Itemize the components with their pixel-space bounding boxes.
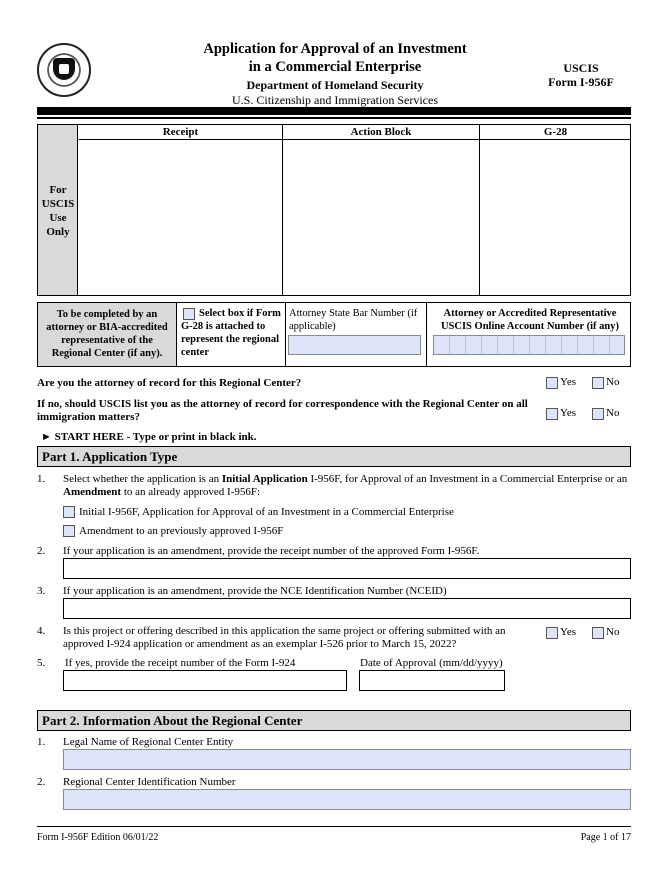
initial-application-label: Initial I-956F, Application for Approval of an Investment in a Commercial Enterprise	[79, 506, 454, 518]
part2-q1-text: Legal Name of Regional Center Entity	[63, 736, 234, 748]
attorney-of-record-no-checkbox[interactable]	[592, 377, 604, 389]
footer-page-number: Page 1 of 17	[580, 832, 631, 843]
date-of-approval-label: Date of Approval (mm/dd/yyyy)	[360, 657, 503, 669]
g28-attached-checkbox[interactable]	[183, 308, 195, 320]
g28-select-cell	[178, 303, 286, 366]
part1-q4-number: 4.	[37, 625, 46, 637]
attorney-of-record-yes-checkbox[interactable]	[546, 377, 558, 389]
yes-label: Yes	[560, 626, 577, 638]
bar-number-input[interactable]	[288, 335, 421, 355]
online-account-cell	[428, 303, 630, 366]
part1-q5-number: 5.	[37, 657, 46, 669]
bar-number-cell	[287, 303, 427, 366]
g28-column-header: G-28	[480, 125, 631, 140]
nceid-input[interactable]	[63, 598, 631, 619]
date-of-approval-input[interactable]	[359, 670, 505, 691]
approved-receipt-number-input[interactable]	[63, 558, 631, 579]
no-label: No	[606, 407, 620, 419]
regional-center-name-input[interactable]	[63, 749, 631, 770]
online-account-label: Attorney or Accredited Representative USCIS Online Account Number (if any)	[440, 308, 620, 332]
title-line-1: Application for Approval of an Investment	[203, 41, 467, 57]
column-divider	[479, 125, 480, 295]
part2-q2-text: Regional Center Identification Number	[63, 776, 236, 788]
department-name: Department of Homeland Security	[246, 78, 424, 92]
part1-q1-text	[63, 473, 633, 499]
footer-rule	[37, 826, 631, 827]
form-number: Form I-956F	[548, 75, 614, 89]
i924-receipt-number-input[interactable]	[63, 670, 347, 691]
part1-q2-text: If your application is an amendment, provide the receipt number of the approved Form I-956F.	[63, 545, 480, 557]
action-block-column-header: Action Block	[283, 125, 479, 140]
attorney-block	[37, 302, 631, 367]
yes-label: Yes	[560, 376, 577, 388]
yes-label: Yes	[560, 407, 577, 419]
same-project-yes-checkbox[interactable]	[546, 627, 558, 639]
agency-name: U.S. Citizenship and Immigration Services	[232, 93, 438, 107]
start-here-instruction: ► START HERE - Type or print in black ink.	[41, 431, 257, 443]
part1-header: Part 1. Application Type	[37, 446, 631, 467]
part2-header: Part 2. Information About the Regional Center	[37, 710, 631, 731]
form-identifier	[540, 61, 622, 89]
amendment-checkbox[interactable]	[63, 525, 75, 537]
title-line-2: in a Commercial Enterprise	[248, 59, 422, 75]
no-label: No	[606, 626, 620, 638]
regional-center-id-input[interactable]	[63, 789, 631, 810]
part1-q4-text: Is this project or offering described in this application the same project or offering submitted with an approved I-924 application or amendment as an exemplar I-526 prior to March 15, 2022?	[63, 625, 506, 650]
receipt-column-header: Receipt	[79, 125, 282, 140]
footer-edition: Form I-956F Edition 06/01/22	[37, 832, 159, 843]
header-rule-thin	[37, 117, 631, 119]
attorney-of-record-question: Are you the attorney of record for this Regional Center?	[37, 377, 302, 389]
part1-q3-text: If your application is an amendment, provide the NCE Identification Number (NCEID)	[63, 585, 447, 597]
part2-q2-number: 2.	[37, 776, 46, 788]
form-title	[160, 40, 510, 76]
list-as-attorney-no-checkbox[interactable]	[592, 408, 604, 420]
uscis-use-only-block	[37, 124, 631, 296]
header-rule-thick	[37, 107, 631, 115]
q1-text-c: to an already approved I-956F:	[121, 486, 261, 498]
column-divider	[282, 125, 283, 295]
uscis-side-label	[38, 125, 78, 295]
part1-q5-text: If yes, provide the receipt number of the Form I-924	[65, 657, 296, 669]
no-label: No	[606, 376, 620, 388]
uscis-side-text: For USCIS Use Only	[41, 184, 75, 238]
bar-number-label: Attorney State Bar Number (if applicable)	[289, 308, 418, 332]
q1-text-b: I-956F, for Approval of an Investment in a Commercial Enterprise or an	[307, 473, 628, 485]
q1-text-a: Select whether the application is an	[63, 473, 222, 485]
list-as-attorney-question: If no, should USCIS list you as the attorney of record for correspondence with the Regional Center on all immigration matters?	[37, 398, 528, 423]
amendment-label: Amendment to an previously approved I-956F	[79, 525, 284, 537]
part1-q2-number: 2.	[37, 545, 46, 557]
part1-q1-number: 1.	[37, 473, 46, 485]
attorney-instructions: To be completed by an attorney or BIA-accredited representative of the Regional Center (if any).	[38, 303, 177, 366]
same-project-no-checkbox[interactable]	[592, 627, 604, 639]
agency-short: USCIS	[563, 61, 599, 75]
q1-bold-initial: Initial Application	[221, 473, 308, 485]
part1-q3-number: 3.	[37, 585, 46, 597]
dhs-seal-icon	[37, 43, 91, 97]
online-account-input[interactable]	[433, 335, 625, 355]
q1-bold-amendment: Amendment	[63, 486, 122, 498]
part2-q1-number: 1.	[37, 736, 46, 748]
g28-select-label: Select box if Form G-28 is attached to represent the regional center	[181, 308, 281, 358]
initial-application-checkbox[interactable]	[63, 506, 75, 518]
list-as-attorney-yes-checkbox[interactable]	[546, 408, 558, 420]
